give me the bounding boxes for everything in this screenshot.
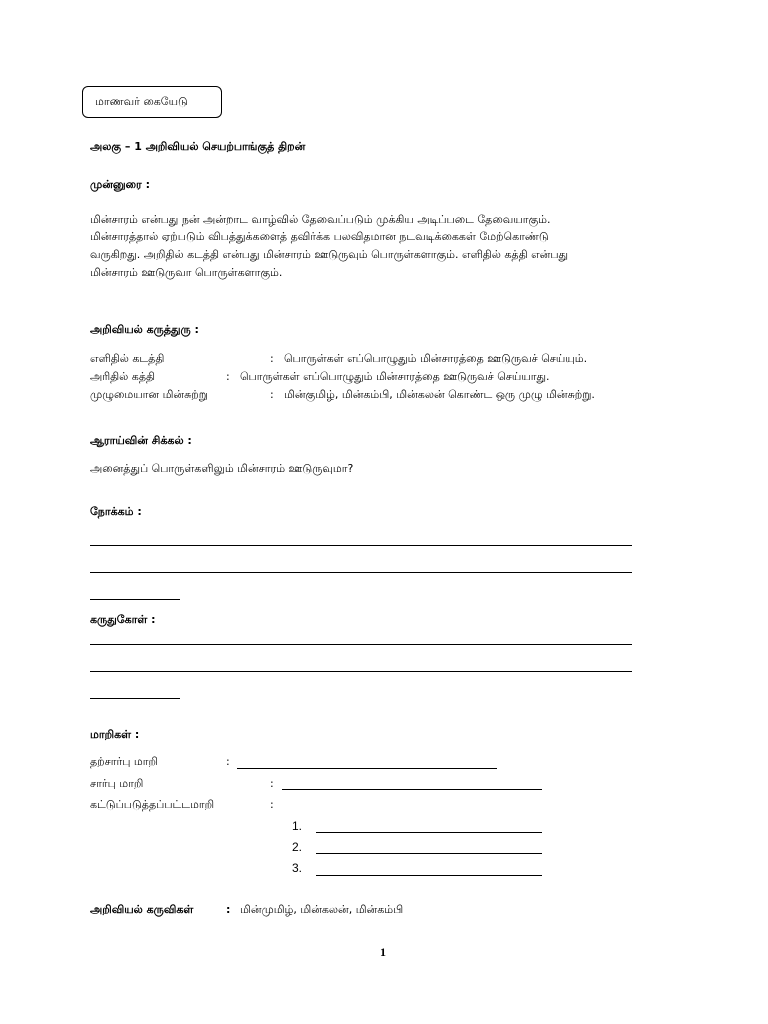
tools-list: மின்முமிழ், மின்கலன், மின்கம்பி [240, 903, 404, 916]
controlled-variable-colon: : [270, 798, 274, 811]
concept-heading: அறிவியல் கருத்துரு : [90, 323, 199, 336]
hypothesis-answer-line[interactable] [90, 644, 632, 645]
intro-line-2: மின்சாரத்தால் ஏற்படும் விபத்துக்களைத் தவிர்க்க பலவிதமான நடவடிக்கைகள் மேற்கொண்டு [90, 230, 549, 243]
concept-term: எளிதில் கடத்தி [90, 352, 165, 365]
dependent-variable-line[interactable] [282, 789, 542, 790]
aim-answer-line[interactable] [90, 599, 180, 600]
concept-colon: : [270, 352, 274, 365]
document-label-box [82, 86, 222, 118]
hypothesis-heading: கருதுகோள் : [90, 613, 156, 626]
problem-heading: ஆராய்வின் சிக்கல் : [90, 434, 192, 447]
tools-heading: அறிவியல் கருவிகள் [90, 903, 194, 916]
tools-colon: : [226, 903, 231, 916]
hypothesis-answer-line[interactable] [90, 671, 632, 672]
aim-answer-line[interactable] [90, 545, 632, 546]
concept-term: முழுமையான மின்சுற்று [90, 388, 208, 401]
intro-heading: முன்னுரை : [90, 178, 150, 191]
intro-line-3: வருகிறது. அறிதில் கடத்தி என்பது மின்சாரம் ஊடுருவும் பொருள்களாகும். எளிதில் கத்தி என்பது [90, 248, 569, 261]
independent-variable-line[interactable] [237, 768, 497, 769]
aim-heading: நோக்கம் : [90, 505, 142, 518]
intro-line-4: மின்சாரம் ஊடுருவா பொருள்களாகும். [90, 266, 283, 279]
hypothesis-answer-line[interactable] [90, 698, 180, 699]
problem-question: அனைத்துப் பொருள்களிலும் மின்சாரம் ஊடுருவுமா? [90, 462, 354, 475]
intro-line-1: மின்சாரம் என்பது நன் அன்றாட வாழ்வில் தேவைப்படும் முக்கிய அடிப்படை தேவையாகும். [90, 213, 551, 226]
document-label: மாணவர் கையேடு [95, 95, 188, 108]
variables-heading: மாறிகள் : [90, 728, 140, 741]
concept-colon: : [226, 370, 230, 383]
independent-variable-colon: : [226, 755, 230, 768]
aim-answer-line[interactable] [90, 572, 632, 573]
controlled-variable-number: 1. [292, 819, 303, 833]
concept-term: அரிதில் கத்தி [90, 370, 155, 383]
controlled-variable-line[interactable] [316, 853, 542, 854]
page-number: 1 [380, 945, 386, 959]
controlled-variable-number: 2. [292, 840, 303, 854]
independent-variable-label: தற்சார்பு மாறி [90, 755, 158, 768]
dependent-variable-colon: : [270, 777, 274, 790]
controlled-variable-number: 3. [292, 861, 303, 875]
controlled-variable-line[interactable] [316, 875, 542, 876]
concept-definition: மின்குமிழ், மின்கம்பி, மின்கலன் கொண்ட ஒரு முழு மின்சுற்று. [284, 388, 595, 401]
controlled-variable-label: கட்டுப்படுத்தப்பட்டமாறி [90, 798, 215, 811]
unit-title: அலகு – 1 அறிவியல் செயற்பாங்குத் திறன் [90, 140, 306, 153]
controlled-variable-line[interactable] [316, 832, 542, 833]
concept-colon: : [270, 388, 274, 401]
concept-definition: பொருள்கள் எப்பொழுதும் மின்சாரத்தை ஊடுருவச் செய்யாது. [240, 370, 550, 383]
concept-definition: பொருள்கள் எப்பொழுதும் மின்சாரத்தை ஊடுருவச் செய்யும். [284, 352, 588, 365]
dependent-variable-label: சார்பு மாறி [90, 777, 144, 790]
